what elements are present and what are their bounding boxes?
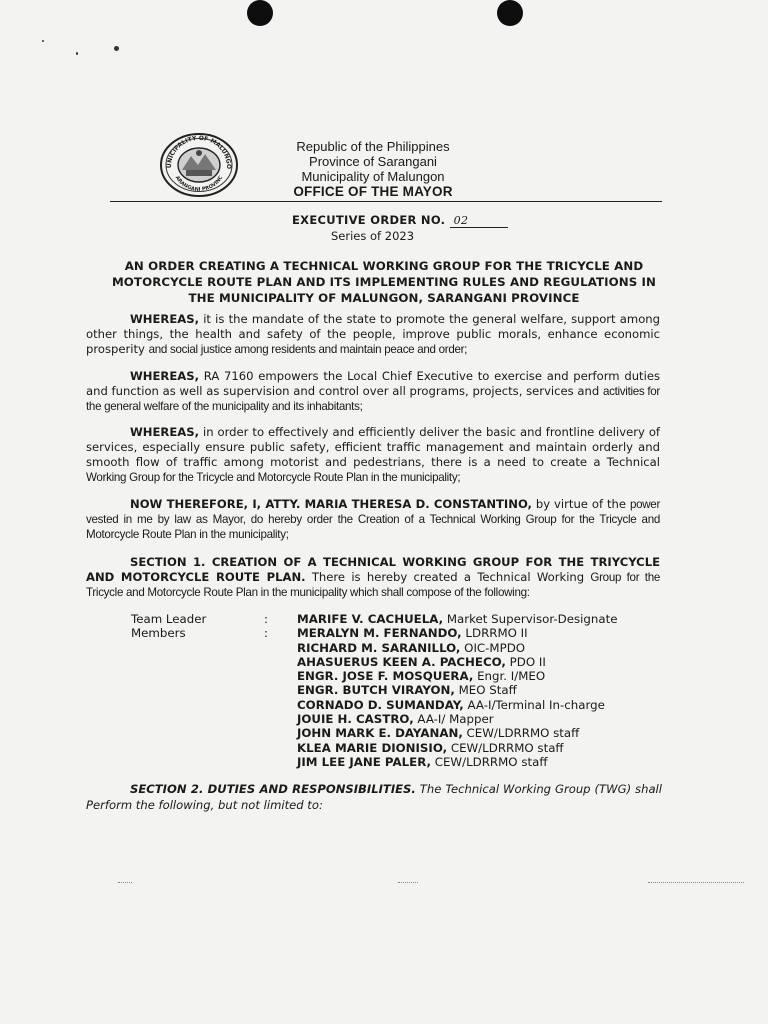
member-position: LDRRMO II (461, 626, 528, 641)
member-position: CEW/LDRRMO staff (447, 740, 564, 755)
scan-artifact (118, 882, 132, 884)
whereas-text: it is the mandate of the state to promote the general welfare, support among other things, the health and safety of the people, improve public morals, enhance economic prosperity (86, 312, 660, 356)
member-position: CEW/LDRRMO staff (462, 726, 580, 741)
member-name: ENGR. JOSE F. MOSQUERA, (297, 669, 474, 684)
member-name: KLEA MARIE DIONISIO, (297, 740, 448, 755)
roster-colon: : (264, 612, 268, 626)
whereas-lead: WHEREAS, (130, 425, 199, 439)
section-1-text: Group for the Tricycle and Motorcycle Route Plan in the municipality which shall compose of the following: (86, 571, 661, 599)
executive-order-number: 02 (450, 214, 508, 228)
order-title-line: AN ORDER CREATING A TECHNICAL WORKING GROUP FOR THE TRICYCLE AND (124, 259, 644, 273)
section-1-text: There is hereby created a Technical Working (305, 570, 585, 584)
municipal-seal (158, 132, 240, 198)
roster-member (297, 683, 691, 697)
order-title-line: MOTORCYCLE ROUTE PLAN AND ITS IMPLEMENTING RULES AND REGULATIONS IN (111, 275, 657, 289)
roster-row (131, 612, 691, 626)
order-title-line: THE MUNICIPALITY OF MALUNGON, SARANGANI PROVINCE (188, 291, 580, 305)
executive-order-label: EXECUTIVE ORDER NO. (292, 213, 446, 227)
now-therefore-text: power vested in me by law as Mayor, do hereby order the Creation of a Technical Working Group for the Tricycle and Motorcycle Route Plan in the municipality; (86, 498, 661, 541)
letterhead (283, 139, 463, 199)
member-position: OIC-MPDO (460, 640, 526, 655)
now-therefore-lead: NOW THEREFORE, I, ATTY. MARIA THERESA D. CONSTANTINO, (130, 497, 532, 511)
roster-row (131, 641, 691, 655)
roster-row (131, 698, 691, 712)
scan-speck (114, 46, 119, 51)
section-1 (86, 555, 660, 600)
member-name: MARIFE V. CACHUELA, (297, 612, 444, 626)
executive-order-heading (292, 213, 508, 228)
roster-row (131, 655, 691, 669)
seal-ring-text-bottom: ARANGANI PROVINC (173, 174, 225, 193)
roster-member (297, 712, 691, 726)
roster-member (297, 612, 691, 626)
whereas-clause-3 (86, 425, 660, 485)
member-name: JOHN MARK E. DAYANAN, (297, 726, 463, 741)
whereas-clause-2 (86, 369, 660, 414)
roster-colon: : (264, 626, 268, 641)
whereas-text: RA 7160 empowers the Local Chief Executive to exercise and perform duties and function as well as supervision and control over all programs, projects, services and (86, 369, 660, 398)
roster-member (297, 641, 691, 655)
executive-order-series: Series of 2023 (331, 229, 415, 243)
roster-row (131, 626, 691, 640)
section-2-text: The Technical Working Group (TWG) shall Perform the following, but not limited to: (86, 782, 662, 812)
roster-member (297, 726, 691, 740)
member-name: RICHARD M. SARANILLO, (297, 640, 461, 655)
scan-speck (76, 52, 78, 55)
whereas-text: and social justice among residents and maintain peace and order; (148, 343, 468, 356)
roster-row (131, 741, 691, 755)
roster-role-members: Members (131, 626, 186, 641)
roster-row (131, 712, 691, 726)
now-therefore-text: by virtue of the (531, 497, 626, 511)
seal-graphic (158, 132, 240, 198)
now-therefore-clause (86, 497, 660, 542)
scan-speck (42, 40, 44, 42)
roster-row (131, 726, 691, 740)
member-position: MEO Staff (454, 683, 517, 698)
member-position: Market Supervisor-Designate (443, 612, 618, 626)
roster-member (297, 626, 691, 640)
member-name: ENGR. BUTCH VIRAYON, (297, 683, 455, 698)
whereas-lead: WHEREAS, (130, 369, 199, 383)
member-name: JIM LEE JANE PALER, (297, 754, 431, 769)
member-position: Engr. I/MEO (473, 669, 546, 684)
member-position: AA-I/ Mapper (413, 712, 494, 727)
member-position: AA-I/Terminal In-charge (463, 697, 605, 712)
whereas-text: activities for the general welfare of the municipality and its inhabitants; (86, 385, 660, 413)
letterhead-municipality: Municipality of Malungon (301, 169, 445, 184)
roster-row (131, 755, 691, 769)
member-name: AHASUERUS KEEN A. PACHECO, (297, 654, 506, 669)
order-title (86, 258, 682, 306)
whereas-clause-1 (86, 312, 660, 357)
punch-hole-left (247, 0, 273, 26)
member-name: JOUIE H. CASTRO, (297, 712, 414, 727)
scan-artifact (648, 882, 744, 884)
whereas-text: Working Group for the Tricycle and Motorcycle Route Plan in the municipality; (86, 471, 461, 484)
punch-hole-right (497, 0, 523, 26)
roster-member (297, 655, 691, 669)
roster-member (297, 698, 691, 712)
letterhead-republic: Republic of the Philippines (296, 139, 450, 154)
letterhead-province: Province of Sarangani (309, 154, 437, 169)
scan-artifact (398, 882, 418, 884)
roster-member (297, 741, 691, 755)
roster-member (297, 669, 691, 683)
member-position: PDO II (505, 654, 546, 669)
letterhead-office: OFFICE OF THE MAYOR (293, 184, 453, 199)
roster-row (131, 669, 691, 683)
section-2-heading: SECTION 2. DUTIES AND RESPONSIBILITIES. (130, 782, 416, 796)
roster-role-team-leader: Team Leader (131, 612, 207, 626)
whereas-text: in order to effectively and efficiently deliver the basic and frontline delivery of services, especially ensure public safety, efficient traffic management and maintain orderly and smooth flow of traffic among motorist and pedestrians, there is a need to create a Technical (86, 425, 660, 469)
section-1-heading: SECTION 1. CREATION OF A TECHNICAL WORKING GROUP FOR THE TRIYCYCLE AND MOTORCYCLE ROUTE PLAN. (86, 555, 660, 584)
whereas-lead: WHEREAS, (130, 312, 199, 326)
twg-roster (131, 612, 691, 769)
letterhead-divider (110, 201, 662, 202)
member-name: CORNADO D. SUMANDAY, (297, 697, 464, 712)
member-name: MERALYN M. FERNANDO, (297, 626, 462, 641)
seal-ring-text-top: UNICIPALITY OF MALUNGO (165, 134, 233, 170)
section-2 (86, 781, 662, 813)
member-position: CEW/LDRRMO staff (430, 754, 548, 769)
roster-row (131, 683, 691, 697)
roster-member (297, 755, 691, 769)
